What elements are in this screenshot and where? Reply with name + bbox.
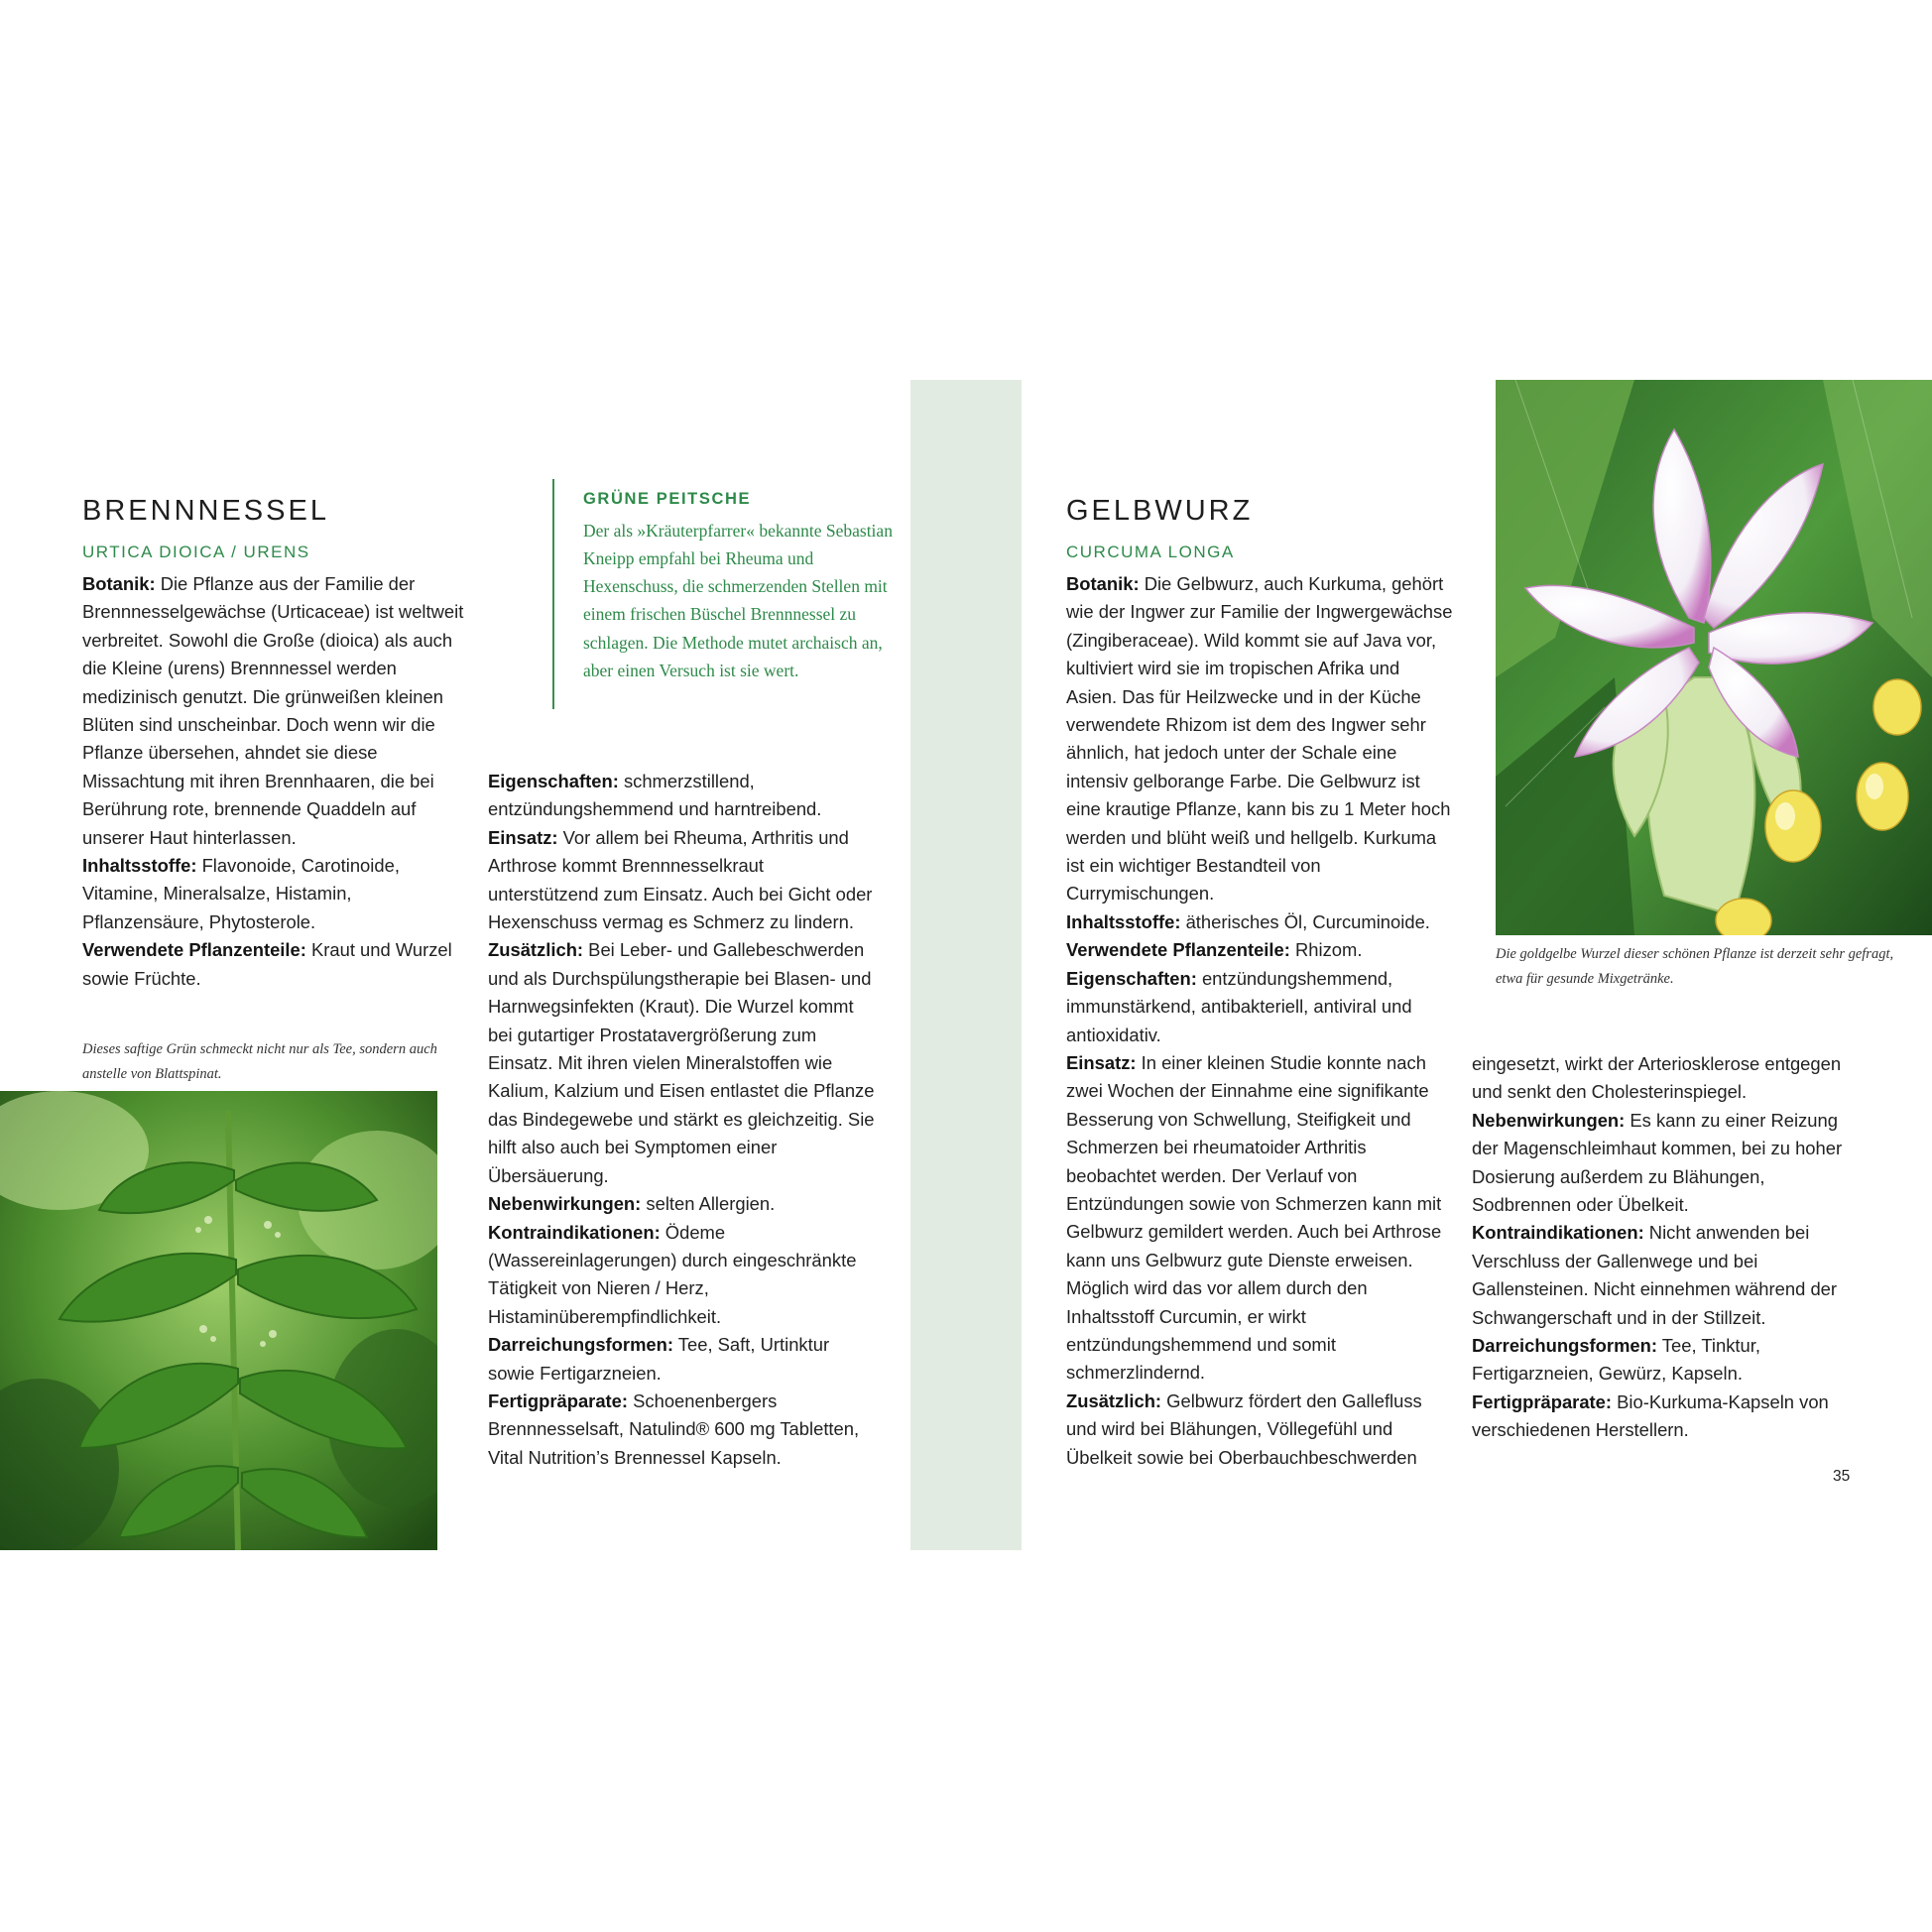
paragraph-pflanzenteile (1066, 936, 1453, 964)
paragraph-botanik (1066, 570, 1453, 908)
paragraph-pflanzenteile (82, 936, 464, 993)
text-nebenwirkungen: selten Allergien. (641, 1193, 776, 1215)
text-einsatz: In einer kleinen Studie konnte nach zwei Wochen der Einnahme eine signifikante Besserung von Schwellung, Steifigkeit und Schmerzen bei rheumatoider Arthritis beobachtet werden. Der Verlauf von Entzündungen sowie von Schmerzen kann mit Gelbwurz gemildert werden. Auch bei Arthrose kann uns Gelbwurz gute Dienste erweisen. Möglich wird das vor allem durch den Inhaltsstoff Curcumin, er wirkt entzündungshemmend und somit schmerzlindernd. (1066, 1051, 1442, 1384)
paragraph-fertigpraeparate (1472, 1389, 1859, 1445)
page-number: 35 (1833, 1468, 1851, 1485)
label-inhaltsstoffe: Inhaltsstoffe: (82, 855, 197, 877)
label-darreichungsformen: Darreichungsformen: (488, 1334, 674, 1356)
gelbwurz-title: GELBWURZ (1066, 495, 1254, 527)
label-zusaetzlich: Zusätzlich: (488, 939, 584, 961)
text-nebenwirkungen: Es kann zu einer Reizung der Magenschleimhaut kommen, bei zu hoher Dosierung außerdem zu Blähungen, Sodbrennen oder Übelkeit. (1472, 1109, 1843, 1216)
gelbwurz-latin-name: CURCUMA LONGA (1066, 543, 1235, 561)
paragraph-inhaltsstoffe (1066, 908, 1453, 936)
paragraph-kontraindikationen (488, 1219, 875, 1332)
paragraph-einsatz (488, 824, 875, 937)
curcuma-photo-caption: Die goldgelbe Wurzel dieser schönen Pflanze ist derzeit sehr gefragt, etwa für gesunde Mixgetränke. (1496, 946, 1894, 987)
label-botanik: Botanik: (82, 573, 156, 594)
paragraph-eigenschaften (488, 768, 875, 824)
label-einsatz: Einsatz: (488, 826, 558, 848)
text-inhaltsstoffe: Flavonoide, Carotinoide, Vitamine, Mineralsalze, Histamin, Pflanzensäure, Phytosterole. (82, 855, 400, 932)
text-kontraindikationen: Ödeme (Wassereinlagerungen) durch eingeschränkte Tätigkeit von Nieren / Herz, Histaminüberempfindlichkeit. (488, 1221, 857, 1327)
label-fertigpraeparate: Fertigpräparate: (488, 1389, 629, 1411)
text-pflanzenteile: Kraut und Wurzel sowie Früchte. (82, 939, 452, 989)
nettle-photo (0, 1091, 437, 1550)
text-zusaetzlich: Bei Leber- und Gallebeschwerden und als Durchspülungstherapie bei Blasen- und Harnwegsinfekten (Kraut). Die Wurzel kommt bei gutartiger Prostatavergrößerung zum Einsatz. Mit ihren vielen Mineralstoffen wie Kalium, Kalzium und Eisen entlastet die Pflanze das Bindegewebe und stärkt es gleichzeitig. Sie hilft also auch bei Symptomen einer Übersäuerung. (488, 939, 875, 1186)
text-eigenschaften: schmerzstillend, entzündungshemmend und harntreibend. (488, 771, 822, 820)
brennnessel-title: BRENNNESSEL (82, 495, 329, 527)
sidebar-text: Der als »Kräuterpfarrer« bekannte Sebastian Kneipp empfahl bei Rheuma und Hexenschuss, die schmerzenden Stellen mit einem frischen Büschel Brennnessel zu schlagen. Die Methode mutet archaisch an, aber einen Versuch ist sie wert. (583, 520, 893, 680)
text-darreichungsformen: Tee, Tinktur, Fertigarzneien, Gewürz, Kapseln. (1472, 1335, 1760, 1385)
paragraph-nebenwirkungen (488, 1190, 875, 1218)
text-fertigpraeparate: Bio-Kurkuma-Kapseln von verschiedenen Herstellern. (1472, 1390, 1829, 1441)
paragraph-fertigpraeparate (488, 1388, 875, 1472)
label-fertigpraeparate: Fertigpräparate: (1472, 1390, 1613, 1412)
sidebar-title: GRÜNE PEITSCHE (583, 490, 752, 508)
label-eigenschaften: Eigenschaften: (488, 771, 619, 791)
text-fertigpraeparate: Schoenenbergers Brennnesselsaft, Natulind® 600 mg Tabletten, Vital Nutrition’s Brennessel Kapseln. (488, 1389, 860, 1468)
text-botanik: Die Pflanze aus der Familie der Brennnesselgewächse (Urticaceae) ist weltweit verbreitet. Sowohl die Große (dioica) als auch die Kleine (urens) Brennnessel werden medizinisch genutzt. Die grünweißen kleinen Blüten sind unscheinbar. Doch wenn wir die Pflanze übersehen, ahndet sie diese Missachtung mit ihren Brennhaaren, die bei Berührung rote, brennende Quaddeln auf unserer Haut hinterlassen. (82, 573, 464, 848)
label-eigenschaften: Eigenschaften: (1066, 967, 1197, 989)
text-eigenschaften: entzündungshemmend, immunstärkend, antibakteriell, antiviral und antioxidativ. (1066, 967, 1412, 1045)
nettle-illustration (0, 1091, 437, 1550)
label-kontraindikationen: Kontraindikationen: (1472, 1222, 1644, 1244)
label-pflanzenteile: Verwendete Pflanzenteile: (82, 939, 306, 961)
text-inhaltsstoffe: ätherisches Öl, Curcuminoide. (1180, 910, 1430, 932)
label-nebenwirkungen: Nebenwirkungen: (488, 1193, 642, 1215)
label-pflanzenteile: Verwendete Pflanzenteile: (1066, 939, 1290, 961)
gelbwurz-column-2 (1472, 1050, 1859, 1445)
brennnessel-column-2 (488, 768, 875, 1472)
paragraph-continuation (1472, 1050, 1859, 1107)
text-darreichungsformen: Tee, Saft, Urtinktur sowie Fertigarzneien. (488, 1334, 830, 1384)
label-nebenwirkungen: Nebenwirkungen: (1472, 1109, 1626, 1131)
paragraph-darreichungsformen (1472, 1332, 1859, 1389)
center-gutter-band (910, 380, 1022, 1550)
text-pflanzenteile: Rhizom. (1289, 939, 1363, 961)
paragraph-botanik (82, 570, 464, 852)
label-inhaltsstoffe: Inhaltsstoffe: (1066, 910, 1181, 932)
gelbwurz-column-1 (1066, 570, 1453, 1472)
label-botanik: Botanik: (1066, 573, 1140, 594)
paragraph-nebenwirkungen (1472, 1107, 1859, 1220)
brennnessel-column-1 (82, 570, 464, 993)
curcuma-illustration (1496, 380, 1932, 935)
paragraph-zusaetzlich (488, 936, 875, 1190)
text-botanik: Die Gelbwurz, auch Kurkuma, gehört wie der Ingwer zur Familie der Ingwergewächse (Zingiberaceae). Wild kommt sie auf Java vor, kultiviert wird sie im tropischen Afrika und Asien. Das für Heilzwecke und in der Küche verwendete Rhizom ist dem des Ingwer sehr ähnlich, hat jedoch unter der Schale eine intensiv gelborange Farbe. Die Gelbwurz ist eine krautige Pflanze, kann bis zu 1 Meter hoch werden und blüht weiß und hellgelb. Kurkuma ist ein wichtiger Bestandteil von Currymischungen. (1066, 573, 1453, 905)
text-zusaetzlich: Gelbwurz fördert den Gallefluss und wird bei Blähungen, Völlegefühl und Übelkeit sowie bei Oberbauchbeschwerden (1066, 1389, 1422, 1468)
paragraph-kontraindikationen (1472, 1219, 1859, 1332)
paragraph-zusaetzlich (1066, 1388, 1453, 1472)
label-darreichungsformen: Darreichungsformen: (1472, 1335, 1658, 1357)
brennnessel-latin-name: URTICA DIOICA / URENS (82, 543, 310, 561)
curcuma-photo (1496, 380, 1932, 935)
paragraph-darreichungsformen (488, 1331, 875, 1388)
label-einsatz: Einsatz: (1066, 1051, 1137, 1073)
text-einsatz: Vor allem bei Rheuma, Arthritis und Arthrose kommt Brennnesselkraut unterstützend zum Einsatz. Auch bei Gicht oder Hexenschuss vermag es Schmerz zu lindern. (488, 826, 873, 933)
text-kontraindikationen: Nicht anwenden bei Verschluss der Gallenwege und bei Gallensteinen. Nicht einnehmen während der Schwangerschaft und in der Stillzeit. (1472, 1222, 1838, 1328)
label-kontraindikationen: Kontraindikationen: (488, 1221, 661, 1243)
sidebar-box (552, 479, 894, 709)
text-continuation: eingesetzt, wirkt der Arteriosklerose entgegen und senkt den Cholesterinspiegel. (1472, 1053, 1842, 1103)
label-zusaetzlich: Zusätzlich: (1066, 1389, 1162, 1411)
nettle-photo-caption: Dieses saftige Grün schmeckt nicht nur als Tee, sondern auch anstelle von Blattspinat. (82, 1041, 437, 1082)
paragraph-eigenschaften (1066, 965, 1453, 1049)
paragraph-einsatz (1066, 1049, 1453, 1388)
paragraph-inhaltsstoffe (82, 852, 464, 936)
